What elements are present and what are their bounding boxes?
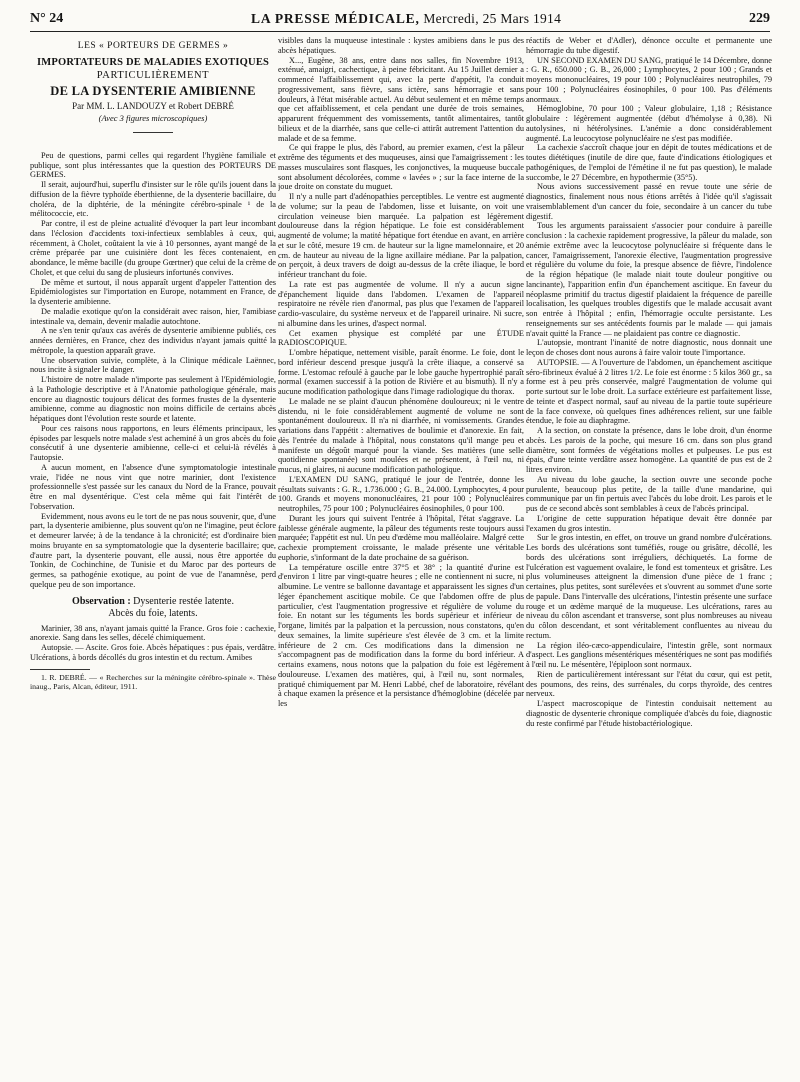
title-divider [133, 132, 173, 133]
column-1 [30, 36, 276, 1076]
observation-subtitle: Abcès du foie, latents. [108, 607, 198, 619]
paragraph: Nous avions successivement passé en revue toute une série de diagnostics, finalement nous nous étions arrêtés à l'idée qu'il s'agissait vraisemblablement d'un cancer du foie, secondaire à un cancer du tube digestif. [526, 182, 772, 221]
observation-label: Observation : [72, 595, 131, 607]
paragraph: Rien de particulièrement intéressant sur l'état du cœur, qui est petit, des poumons, des reins, des surrénales, du corps thyroïde, des centres nerveux. [526, 669, 772, 699]
paragraph: Une observation suivie, complète, à la Clinique médicale Laënnec, nous incite à signaler le danger. [30, 355, 276, 375]
paragraph: L'EXAMEN DU SANG, pratiqué le jour de l'entrée, donne les résultats suivants : G. R., 1.736.000 ; G. B., 24.000. Lymphocytes, 4 pour 100. Grands et moyens mononucléaires, 21 pour 100 ; Polynucléaires neutrophiles, 75 pour 100 ; Polynucléaires éosinophiles, 0 pour 100. [278, 474, 524, 513]
paragraph: De même et surtout, il nous apparaît urgent d'appeler l'attention des Epidémiologistes sur l'importation en Europe, notamment en France, de la dysenterie amibienne. [30, 277, 276, 306]
paragraph: A ne s'en tenir qu'aux cas avérés de dysenterie amibienne publiés, ces années dernières, en France, chez des individus n'ayant jamais quitté la métropole, la question apparaît grave. [30, 326, 276, 355]
footnote-divider [30, 669, 90, 670]
paragraph: A aucun moment, en l'absence d'une symptomatologie intestinale vraie, l'idée ne nous vint que notre marinier, dont l'existence professionnelle s'est passée sur les canaux du Nord de la France, pouvait être en mal dysentérique. C'est cela même qui fait l'intérêt de l'observation. [30, 462, 276, 511]
paragraph: Par contre, il est de pleine actualité d'évoquer la part leur incombant dans l'éclosion d'accidents toxi-infectieux semblables à ceux, qui, récemment, à Cholet, coûtaient la vie à 10 personnes, ayant mangé de la crème préparée par une cuisinière dont les fèces contenaient, en abondance, le même bacille (du groupe Gœrtner) que celui de la crème de Cholet, et que celui du sang de plusieurs infortunés convives. [30, 219, 276, 277]
paragraph: Il serait, aujourd'hui, superflu d'insister sur le rôle qu'ils jouent dans la diffusion de la fièvre typhoïde éberthienne, de la dysenterie bacillaire, du choléra, de la diphtérie, de la méningite cérébro-spinale ¹ de la mélitococcie, etc. [30, 180, 276, 219]
paragraph: Durant les jours qui suivent l'entrée à l'hôpital, l'état s'aggrave. La faiblesse générale augmente, la pâleur des téguments reste toujours aussi marquée; l'appétit est nul. Un peu d'œdème mou malléolaire. Malgré cette cachexie promptement croissante, le malade présente une véritable euphorie, s'informant de la date prochaine de sa guérison. [278, 513, 524, 562]
article-series: LES « PORTEURS DE GERMES » [77, 41, 229, 51]
article-title-line3: DE LA DYSENTERIE AMIBIENNE [50, 83, 256, 98]
paragraph: Ce qui frappe le plus, dès l'abord, au premier examen, c'est la pâleur extrême des téguments et des muqueuses, ainsi que l'amaigrissement : les masses musculaires sont flasques, les conjonctives, la muqueuse buccale sont absolument décolorées, comme « lavées » ; sur la face interne de la joue droite on constate du muguet. [278, 143, 524, 192]
article-title-line1: IMPORTATEURS DE MALADIES EXOTIQUES [36, 56, 270, 68]
paragraph: Pour ces raisons nous rapportons, en leurs éléments principaux, les épisodes par lesquels notre malade s'est acheminé à un gros abcès du foie consécutif à une dysenterie amibienne, celle-ci et celui-là révélés à l'autopsie. [30, 423, 276, 462]
article-authors: Par MM. L. LANDOUZY et Robert DEBRÉ [72, 101, 234, 112]
paragraph: La cachexie s'accroît chaque jour en dépit de toutes médications et de toutes diététiques (inutile de dire que, faute d'indications étiologiques et pathogéniques, de l'emploi de l'émétine il ne fut pas question), le malade succombe, le 27 Décembre, en hypothermie (35°5). [526, 143, 772, 182]
page-header [30, 6, 770, 32]
newspaper-name: LA PRESSE MÉDICALE, [251, 10, 420, 26]
paragraph: Peu de questions, parmi celles qui regardent l'hygiène familiale et publique, sont plus intéressantes que la question des PORTEURS DE GERMES. [30, 150, 276, 180]
page-number: 229 [748, 10, 770, 26]
paragraph: L'ombre hépatique, nettement visible, paraît énorme. Le foie, dont le bord inférieur descend presque jusqu'à la crête iliaque, a conservé sa forme. L'estomac refoulé à gauche par le lobe gauche hypertrophié paraît normal (examen successif à la potion de Rivière et au bismuth). Il n'y a aucune modification pathologique dans l'image radiologique du thorax. [278, 348, 524, 396]
paragraph: X..., Eugène, 38 ans, entre dans nos salles, fin Novembre 1913, exténué, amaigri, cachectique, à peine fébricitant. Au 15 Juillet dernier a commencé l'affaiblissement qui, avec la perte d'appétit, l'a conduit progressivement, sans fièvre, sans ictère, sans hémorragie et sans douleurs, à l'état misérable actuel. Au début seulement et en même temps que cet affaiblissement, et cela pendant une durée de trois semaines, apparurent fréquemment des vomissements, tantôt alimentaires, tantôt bilieux et de la diarrhée, sans que celle-ci attirât autrement l'attention du malade et de sa femme. [278, 55, 524, 143]
paragraph: L'histoire de notre malade n'importe pas seulement à l'Epidémiologie, à la Pathologie descriptive et à l'Anatomie pathologique générale, mais encore au diagnostic toujours délicat des formes frustes de la dysenterie amibienne, comme au diagnostic non moins difficile de certains abcès hépatiques dont l'évolution reste sourde et latente. [30, 375, 276, 423]
column-3 [526, 36, 772, 1076]
paragraph: L'aspect macroscopique de l'intestin conduisait nettement au diagnostic de dysenterie chronique compliquée d'abcès du foie, diagnostic du reste confirmé par l'étude histobactériologique. [526, 699, 772, 728]
issue-date: Mercredi, 25 Mars 1914 [423, 10, 562, 26]
paragraph: La région iléo-cæco-appendiculaire, l'intestin grêle, sont normaux d'aspect. Les ganglions mésentériques mésentériques ne sont pas modifiés à l'œil nu. Le mésentère, l'épiploon sont normaux. [526, 640, 772, 669]
issue-number: N° 24 [30, 10, 64, 26]
observation-title: Dysenterie restée latente. [133, 595, 234, 607]
paragraph: De maladie exotique qu'on la considérait avec raison, hier, l'amibiase intestinale va, demain, devenir maladie autochtone. [30, 306, 276, 326]
observation-heading [30, 596, 276, 608]
article-title-line2: PARTICULIÈREMENT [96, 69, 210, 81]
paragraph: Il n'y a nulle part d'adénopathies perceptibles. Le ventre est augmenté de volume; sur la peau de l'abdomen, lisse et luisante, on voit une circulation veineuse bien marquée. La palpation est légèrement douloureuse dans la région hépatique. Le foie est considérablement augmenté de volume; la matité hépatique fort étendue en avant, en arrière et sur le côté, mesure 19 cm. de hauteur sur la ligne mamelonnaire, et 20 cm. de hauteur au niveau de la ligne axillaire médiane. Par la palpation, on perçoit, à deux travers de doigt au-dessus de la crête iliaque, le bord inférieur tranchant du foie. [278, 192, 524, 279]
paragraph: Evidemment, nous avons eu le tort de ne pas nous souvenir, que, d'une part, la dysenterie amibienne, plus souvent qu'on ne l'imagine, peut éclore et demeurer larvée; à de la tendance à la chronicité; est d'ordinaire bien moins bruyante en sa symptomatologie que la dysenterie bacillaire; que, d'autre part, la dysenterie pouvant, elle aussi, nous être apportée du Tonkin, de Cochinchine, de Tunisie et du Maroc par des porteurs de germes, sa pathogénie exotique, au point de vue de l'anamnèse, perd quelque peu de son importance. [30, 511, 276, 589]
paragraph: La température oscille entre 37°5 et 38° ; la quantité d'urine est d'environ 1 litre par vingt-quatre heures ; elle ne contiennent ni sucre, ni albumine. Le ventre se ballonne davantage et apparaissent les signes d'un léger épanchement ascitique mobile. Ce que l'abdomen offre de plus particulier, c'est l'augmentation progressive et régulière de volume du foie. En notant sur les téguments les bords supérieur et inférieur de l'organe, limités par la palpation et la percussion, nous constatons, qu'en deux semaines, la limite supérieure s'est élevée de 3 cm. et la limite inférieure de 2 cm. Ces modifications dans la dimension ne s'accompagnent pas de modification dans la forme du bord inférieur. A certains examens, nous notons que la palpation du foie est légèrement douloureuse. L'examen des matières, qui, à l'œil nu, sont normales, pratiqué chimiquement par M. Henri Labbé, chef de laboratoire, révélant à chaque examen la présence et la persistance d'hémoglobine (décelée par les [278, 562, 524, 708]
paragraph: Tous les arguments paraissaient s'associer pour conduire à pareille conclusion : la cachexie rapidement progressive, la pâleur du malade, son anémie extrême avec la leucocytose polynucléaire si fréquente dans le cancer, l'amaigrissement, l'anorexie élective, l'augmentation progressive et régulière du volume du foie, la presque absence de fièvre, l'indolence de la région hépatique (le malade niait toute douleur pongitive ou lancinante), l'apparition enfin d'un épanchement ascitique. En faveur du néoplasme primitif du tractus digestif plaidaient la fréquence de pareille localisation, les quelques troubles digestifs que le malade accusait avant son entrée à l'hôpital ; enfin, l'hémorragie occulte persistante. Les renseignements sur ses antécédents fournis par le malade — qui jamais n'avait quitté la France — ne plaidaient pas contre ce diagnostic. [526, 221, 772, 338]
paragraph: Sur le gros intestin, en effet, on trouve un grand nombre d'ulcérations. Les bords des ulcérations sont tuméfiés, rouge ou grisâtre, décollé, les bords des ulcérations sont irréguliers, déchiquetés. La forme de l'ulcération est vaguement ovalaire, le fond est tomenteux et grisâtre. Les plus volumineuses atteignent la dimension d'une pièce de 1 franc ; certaines, plus petites, sont surélevées et s'ouvrent au sommet d'une sorte de papule. Dans l'intervalle des ulcérations, l'intestin présente une surface rouge et un œdème marqué de la muqueuse. Les ulcérations, rares au niveau du côlon ascendant et transverse, sont plus nombreuses au niveau du côlon descendant, et sont véritablement confluentes au niveau du rectum. [526, 533, 772, 640]
footnote: 1. R. DEBRÉ. — « Recherches sur la méningite cérébro-spinale ». Thèse inaug., Paris, Alcan, éditeur, 1911. [30, 672, 276, 691]
paragraph: réactifs de Weber et d'Adler), dénonce occulte et permanente une hémorragie du tube digestif. [526, 36, 772, 55]
paragraph: UN SECOND EXAMEN DU SANG, pratiqué le 14 Décembre, donne : G. R., 650.000 ; G. B., 26,000 ; Lymphocytes, 2 pour 100 ; Grands et moyens mononucléaires, 19 pour 100 ; Polynucléaires neutrophiles, 79 pour 100 ; Polynucléaires éosinophiles, 0 pour 100. Pas d'éléments anormaux. [526, 55, 772, 104]
paragraph: Au niveau du lobe gauche, la section ouvre une seconde poche purulente, beaucoup plus petite, de la taille d'une mandarine, qui communique par un fin pertuis avec l'abcès du lobe droit. Les parois et le pus de ce second abcès sont semblables à ceux de l'abcès principal. [526, 474, 772, 513]
paragraph: Hémoglobine, 70 pour 100 ; Valeur globulaire, 1,18 ; Résistance globulaire : légèrement augmentée (début d'hémolyse à 0,38). Ni autolysines, ni hétérolysines. L'anémie a donc considérablement augmenté. La leucocytose polynucléaire ne s'est pas modifiée. [526, 104, 772, 143]
paragraph: Le malade ne se plaint d'aucun phénomène douloureux; ni le ventre distendu, ni le foie considérablement augmenté de volume ne sont spontanément douloureux. Il n'a ni diarrhée, ni vomissements. Grandes variations dans l'appétit : alternatives de boulimie et d'anorexie. En fait, dès l'entrée du malade à l'hôpital, nous constatons qu'il mange peu et manifeste un dégoût marqué pour la viande. Ses matières (une selle quotidienne spontanée) sont moulées et ne présentent, à l'œil nu, ni mucus, ni glaires, ni aucune modification pathologique. [278, 396, 524, 474]
paragraph: Marinier, 38 ans, n'ayant jamais quitté la France. Gros foie : cachexie, anorexie. Sang dans les selles, décelé chimiquement. [30, 623, 276, 643]
paragraph: L'autopsie, montrant l'inanité de notre diagnostic, nous donnait une leçon de choses dont nous aurons à faire valoir toute l'importance. [526, 338, 772, 357]
paragraph: L'origine de cette suppuration hépatique devait être donnée par l'examen du gros intestin. [526, 513, 772, 533]
paragraph: La rate est pas augmentée de volume. Il n'y a aucun signe d'épanchement liquide dans l'abdomen. L'examen de l'appareil respiratoire ne révèle rien d'anormal, pas plus que l'examen de l'appareil cardio-vasculaire, du système nerveux et de l'appareil urinaire. Ni sucre, ni albumine dans les urines, d'aspect normal. [278, 279, 524, 328]
running-title [251, 11, 561, 27]
paragraph: Cet examen physique est complété par une ÉTUDE RADIOSCOPIQUE. [278, 328, 524, 348]
figures-note: (Avec 3 figures microscopiques) [98, 113, 208, 123]
paragraph: A la section, on constate la présence, dans le lobe droit, d'un énorme abcès. Les parois de la poche, qui mesure 16 cm. dans son plus grand diamètre, sont formées de végétations molles et pulpeuses. Le pus est épais, d'une teinte verdâtre assez homogène. La quantité de pus est de 2 litres environ. [526, 426, 772, 474]
paragraph: visibles dans la muqueuse intestinale : kystes amibiens dans le pus des abcès hépatiques. [278, 36, 524, 55]
paragraph: AUTOPSIE. — A l'ouverture de l'abdomen, un épanchement ascitique séro-fibrineux évalué à 2 litres 1/2. Le foie est énorme : 5 kilos 360 gr., sa forme est à peu près conservée, malgré l'augmentation de volume qui porte surtout sur le lobe droit. La surface extérieure est parfaitement lisse, de teinte et d'aspect normal, sauf au niveau de la partie toute supérieure de la face convexe, où quelques fines adhérences relient, sur une faible étendue, le foie au diaphragme. [526, 357, 772, 426]
paragraph: Autopsie. — Ascite. Gros foie. Abcès hépatiques : pus épais, verdâtre. Ulcérations, à bords décollés du gros intestin et du rectum. Amibes [30, 643, 276, 662]
column-2 [278, 36, 524, 1076]
